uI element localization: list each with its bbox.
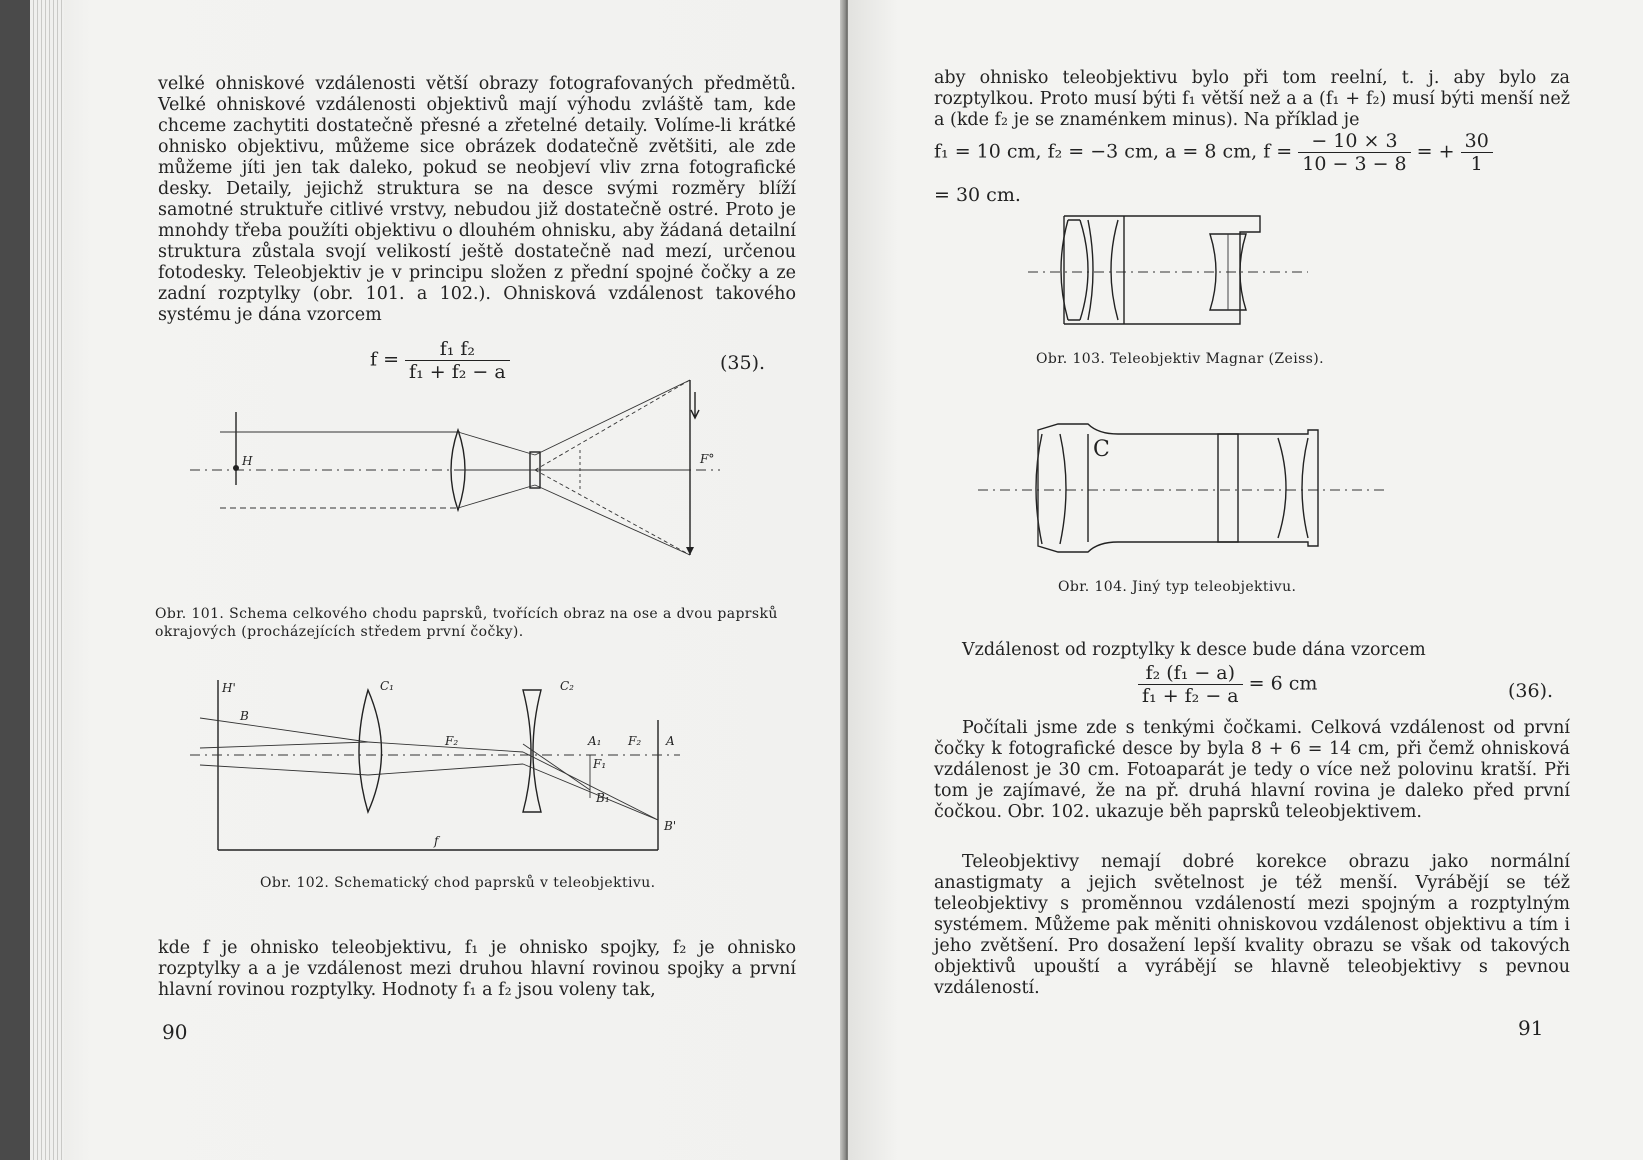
figure-103-caption: Obr. 103. Teleobjektiv Magnar (Zeiss).	[1036, 351, 1324, 367]
figure-102-diagram	[190, 670, 710, 860]
fig102-label-B: B	[240, 709, 249, 723]
figure-102-caption: Obr. 102. Schematický chod paprsků v teleobjektivu.	[260, 875, 656, 891]
formula-35: f = $\frac{\text{f₁ f₂}}{\text{f₁ + f₂ − a}}$	[370, 338, 510, 383]
fig102-label-f: f	[434, 834, 439, 848]
fig102-label-A1: A₁	[588, 734, 602, 748]
fig102-label-C1: C₁	[380, 679, 394, 693]
fig102-label-A: A	[666, 734, 675, 748]
left-page	[30, 0, 845, 1160]
figure-104-diagram	[978, 420, 1398, 570]
fig101-label-H: H	[242, 454, 253, 468]
fig102-label-H: H'	[222, 681, 236, 695]
fig101-label-F: F°	[700, 452, 715, 466]
fig102-label-F2: F₂	[445, 734, 459, 748]
right-page-number: 91	[1518, 1016, 1544, 1040]
right-page	[848, 0, 1643, 1160]
formula-35-number: (35).	[720, 352, 766, 374]
figure-101-diagram	[190, 380, 750, 580]
formula-36-fraction: $\frac{\text{f₂ (f₁ − a)}}{\text{f₁ + f₂ − a}}$	[1138, 662, 1243, 707]
fig102-label-F1: F₁	[593, 757, 607, 771]
fig104-label-C: C	[1093, 437, 1110, 462]
example-fraction-1: $\frac{- 10 \times 3}{10 - 3 - 8}$	[1298, 130, 1410, 175]
right-paragraph-4: Teleobjektivy nemají dobré korekce obrazu jako normální anastigmaty a jejich světelnost je též menší. Vyrábějí se též teleobjektivy s proměnnou vzdáleností mezi spojným a rozptylným systémem. Můžeme pak měniti ohniskovou vzdálenost objektivu a tím i jeho zvětšení. Pro dosažení lepší kvality obrazu se však od takových objektivů upouští a vyrábějí se hlavně teleobjektivy s pevnou vzdáleností.	[934, 852, 1570, 998]
left-paragraph-2: kde f je ohnisko teleobjektivu, f₁ je ohnisko spojky, f₂ je ohnisko rozptylky a a je vzdálenost mezi druhou hlavní rovinou spojky a první hlavní rovinou rozptylky. Hodnoty f₁ a f₂ jsou voleny tak,	[158, 938, 796, 1000]
right-paragraph-1: aby ohnisko teleobjektivu bylo při tom reelní, t. j. aby bylo za rozptylkou. Proto musí býti f₁ větší než a a (f₁ + f₂) musí býti menší než a (kde f₂ je se znaménkem minus). Na příklad je	[934, 68, 1570, 130]
formula-36-number: (36).	[1508, 680, 1554, 702]
fig102-label-Bp: B'	[664, 819, 677, 833]
figure-103-diagram	[1028, 210, 1328, 340]
formula-35-fraction: $\frac{\text{f₁ f₂}}{\text{f₁ + f₂ − a}}$	[405, 338, 510, 383]
page-edges	[30, 0, 64, 1160]
right-paragraph-2: Vzdálenost od rozptylky k desce bude dána vzorcem	[962, 640, 1426, 660]
fig102-label-C2: C₂	[560, 679, 574, 693]
left-page-number: 90	[162, 1020, 188, 1044]
figure-104-caption: Obr. 104. Jiný typ teleobjektivu.	[1058, 579, 1297, 595]
left-paragraph-1: velké ohniskové vzdálenosti větší obrazy fotografovaných předmětů. Velké ohniskové vzdálenosti objektivů mají výhodu zvláště tam, kde chceme zachytiti dostatečně přesné a zřetelné detaily. Volíme-li krátké ohnisko objektivu, můžeme sice obrázek dodatečně zvětšiti, ale zde můžeme jíti jen tak daleko, pokud se neobjeví vliv zrna fotografické desky. Detaily, jejichž struktura se na desce svými rozměry blíží samotné struktuře citlivé vrstvy, nebudou již dostatečně ostré. Proto je mnohdy třeba použíti objektivu o dlouhém ohnisku, aby žádaná detailní struktura zůstala svojí velikostí ještě dostatečně nad mezí, určenou fotodesky. Teleobjektiv je v principu složen z přední spojné čočky a ze zadní rozptylky (obr. 101. a 102.). Ohnisková vzdálenost takového systému je dána vzorcem	[158, 74, 796, 325]
fig102-label-F2b: F₂	[628, 734, 642, 748]
figure-101-caption: Obr. 101. Schema celkového chodu paprsků, tvořících obraz na ose a dvou paprsků okrajových (procházejících středem první čočky).	[155, 606, 778, 640]
example-result: = 30 cm.	[934, 184, 1021, 206]
right-paragraph-3: Počítali jsme zde s tenkými čočkami. Celková vzdálenost od první čočky k fotografické desce by byla 8 + 6 = 14 cm, při čemž ohnisková vzdálenost je 30 cm. Fotoaparát je tedy o více než polovinu kratší. Při tom je zajímavé, že na př. druhá hlavní rovina je daleko před první čočkou. Obr. 102. ukazuje běh paprsků teleobjektivem.	[934, 718, 1570, 822]
example-equation: f₁ = 10 cm, f₂ = −3 cm, a = 8 cm, f = $\frac{- 10 \times 3}{10 - 3 - 8}$ = + $\frac{30}{1}$	[934, 130, 1574, 175]
example-fraction-2: $\frac{30}{1}$	[1461, 130, 1493, 175]
formula-36: $\frac{\text{f₂ (f₁ − a)}}{\text{f₁ + f₂ − a}}$ = 6 cm	[1138, 662, 1317, 707]
fig102-label-B1: B₁	[596, 791, 610, 805]
